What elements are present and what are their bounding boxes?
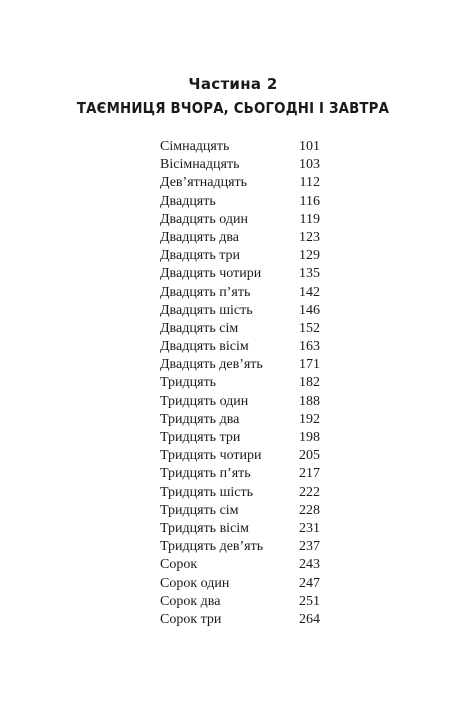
toc-entry-title: Двадцять один (160, 211, 248, 227)
toc-entry-page-number: 123 (299, 229, 320, 245)
toc-entry-page-number: 251 (299, 593, 320, 609)
toc-entry-page-number: 188 (299, 393, 320, 409)
toc-entry (160, 374, 320, 392)
table-of-contents (160, 138, 320, 629)
toc-entry-page-number: 146 (299, 302, 320, 318)
toc-entry-page-number: 103 (299, 157, 320, 173)
toc-entry-title: Тридцять вісім (160, 520, 250, 536)
toc-entry (160, 320, 320, 338)
toc-entry (160, 484, 320, 502)
toc-entry (160, 502, 320, 520)
toc-entry (160, 247, 320, 265)
toc-entry-page-number: 205 (299, 448, 320, 464)
toc-entry (160, 556, 320, 574)
toc-entry (160, 447, 320, 465)
toc-entry-title: Тридцять один (160, 393, 249, 409)
toc-entry-title: Двадцять дев’ять (160, 357, 263, 373)
toc-entry (160, 229, 320, 247)
toc-entry (160, 193, 320, 211)
toc-entry-title: Сорок один (160, 575, 230, 591)
part-label: Частина 2 (188, 75, 278, 93)
part-title: ТАЄМНИЦЯ ВЧОРА, СЬОГОДНІ І ЗАВТРА (76, 99, 390, 117)
toc-entry-title: Тридцять шість (160, 484, 253, 500)
toc-entry-title: Тридцять чотири (160, 448, 262, 464)
toc-entry-title: Двадцять сім (160, 320, 239, 336)
toc-entry-title: Двадцять вісім (160, 339, 249, 355)
toc-entry-page-number: 116 (299, 193, 320, 209)
toc-entry-page-number: 264 (299, 611, 320, 627)
toc-entry-title: Дев’ятнадцять (160, 175, 248, 191)
toc-entry (160, 284, 320, 302)
toc-entry (160, 575, 320, 593)
toc-entry-title: Тридцять дев’ять (160, 539, 264, 555)
toc-entry-title: Тридцять п’ять (160, 466, 251, 482)
toc-entry-page-number: 231 (299, 520, 320, 536)
toc-entry-page-number: 101 (299, 139, 320, 154)
toc-entry (160, 156, 320, 174)
toc-entry-title: Тридцять два (160, 411, 240, 427)
toc-entry-page-number: 119 (299, 211, 320, 227)
toc-entry-title: Двадцять п’ять (160, 284, 251, 300)
toc-entry (160, 593, 320, 611)
toc-entry (160, 356, 320, 374)
toc-entry (160, 611, 320, 629)
toc-entry-title: Двадцять два (160, 229, 240, 245)
toc-entry-page-number: 129 (299, 248, 320, 264)
toc-entry-page-number: 182 (299, 375, 320, 391)
toc-entry-title: Сорок три (160, 611, 222, 627)
toc-entry-page-number: 198 (299, 430, 320, 445)
toc-entry-page-number: 152 (299, 320, 320, 336)
toc-entry-title: Двадцять (160, 193, 216, 209)
toc-entry-page-number: 243 (299, 557, 320, 573)
toc-entry (160, 520, 320, 538)
toc-entry-title: Тридцять (160, 375, 217, 391)
toc-entry (160, 393, 320, 411)
toc-entry-title: Тридцять сім (160, 502, 239, 518)
toc-entry (160, 138, 320, 156)
toc-entry-title: Двадцять три (160, 248, 241, 264)
toc-entry (160, 465, 320, 483)
toc-entry (160, 265, 320, 283)
toc-entry-title: Сорок два (160, 593, 221, 609)
toc-entry-page-number: 171 (299, 357, 320, 373)
toc-entry-title: Тридцять три (160, 430, 241, 445)
toc-entry-title: Вісімнадцять (160, 157, 240, 173)
toc-entry-title: Двадцять чотири (160, 266, 262, 282)
toc-entry (160, 211, 320, 229)
toc-entry-page-number: 222 (299, 484, 320, 500)
toc-entry (160, 338, 320, 356)
toc-entry (160, 411, 320, 429)
toc-entry-page-number: 237 (299, 539, 320, 555)
toc-entry-page-number: 247 (299, 575, 320, 591)
toc-entry-page-number: 142 (299, 284, 320, 300)
toc-entry-page-number: 112 (299, 175, 320, 191)
toc-entry-page-number: 135 (299, 266, 320, 282)
toc-entry (160, 302, 320, 320)
toc-entry (160, 429, 320, 447)
toc-entry-page-number: 192 (299, 411, 320, 427)
toc-entry (160, 174, 320, 192)
toc-entry-title: Сімнадцять (160, 139, 230, 154)
toc-entry-page-number: 163 (299, 339, 320, 355)
toc-entry-title: Сорок (160, 557, 198, 573)
toc-entry-page-number: 228 (299, 502, 320, 518)
toc-entry (160, 538, 320, 556)
toc-entry-title: Двадцять шість (160, 302, 253, 318)
toc-entry-page-number: 217 (299, 466, 320, 482)
